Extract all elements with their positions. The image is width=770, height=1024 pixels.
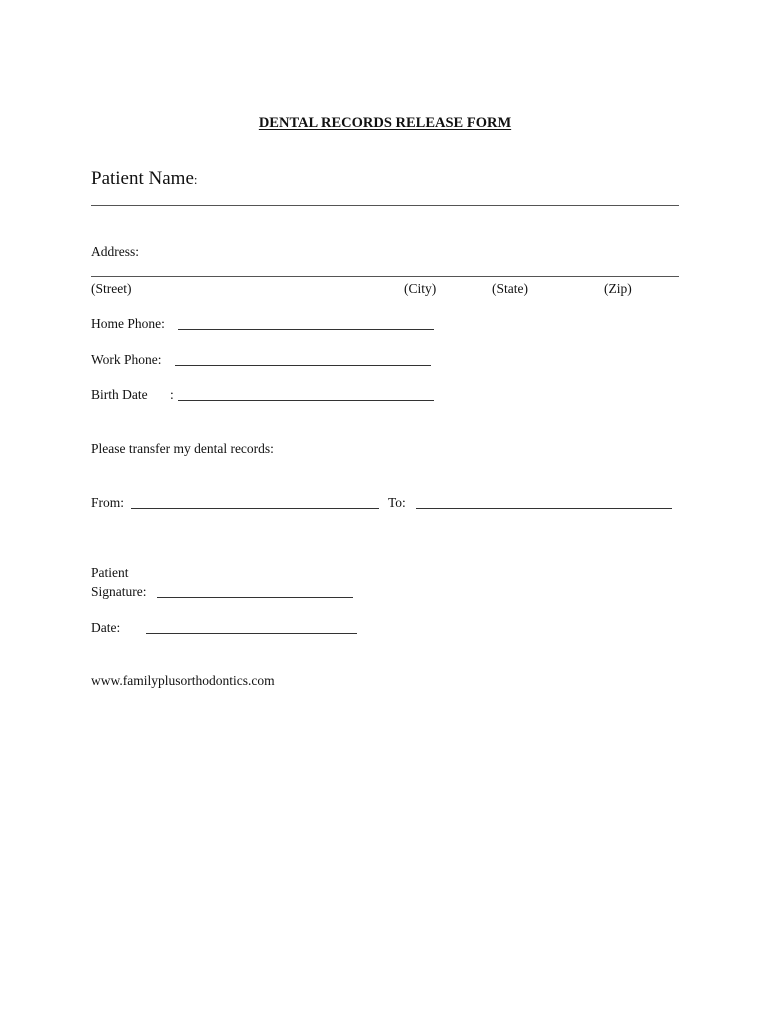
website-url: www.familyplusorthodontics.com	[91, 673, 275, 688]
birth-date-label: Birth Date	[91, 387, 148, 402]
transfer-instruction: Please transfer my dental records:	[91, 441, 274, 456]
home-phone-label: Home Phone:	[91, 316, 165, 331]
signature-label-line2: Signature:	[91, 584, 147, 599]
birth-date-field[interactable]	[178, 400, 434, 401]
from-label: From:	[91, 495, 125, 510]
zip-caption: (Zip)	[604, 281, 632, 296]
form-title: DENTAL RECORDS RELEASE FORM	[258, 115, 512, 131]
date-field[interactable]	[146, 633, 357, 634]
to-field[interactable]	[416, 508, 672, 509]
patient-name-colon: :	[193, 172, 198, 187]
address-label: Address:	[91, 244, 139, 259]
to-label: To:	[388, 495, 406, 510]
patient-name-text: Patient Name	[91, 168, 194, 189]
signature-field[interactable]	[157, 597, 353, 598]
state-caption: (State)	[492, 281, 528, 296]
work-phone-field[interactable]	[175, 365, 431, 366]
birth-date-colon: :	[170, 387, 174, 402]
street-caption: (Street)	[91, 281, 132, 296]
patient-name-field[interactable]	[91, 205, 679, 206]
date-label: Date:	[91, 620, 121, 635]
patient-name-label	[91, 168, 198, 190]
city-caption: (City)	[404, 281, 437, 296]
work-phone-label: Work Phone:	[91, 352, 162, 367]
signature-label-line1: Patient	[91, 565, 129, 580]
home-phone-field[interactable]	[178, 329, 434, 330]
address-field[interactable]	[91, 276, 679, 277]
from-field[interactable]	[131, 508, 379, 509]
